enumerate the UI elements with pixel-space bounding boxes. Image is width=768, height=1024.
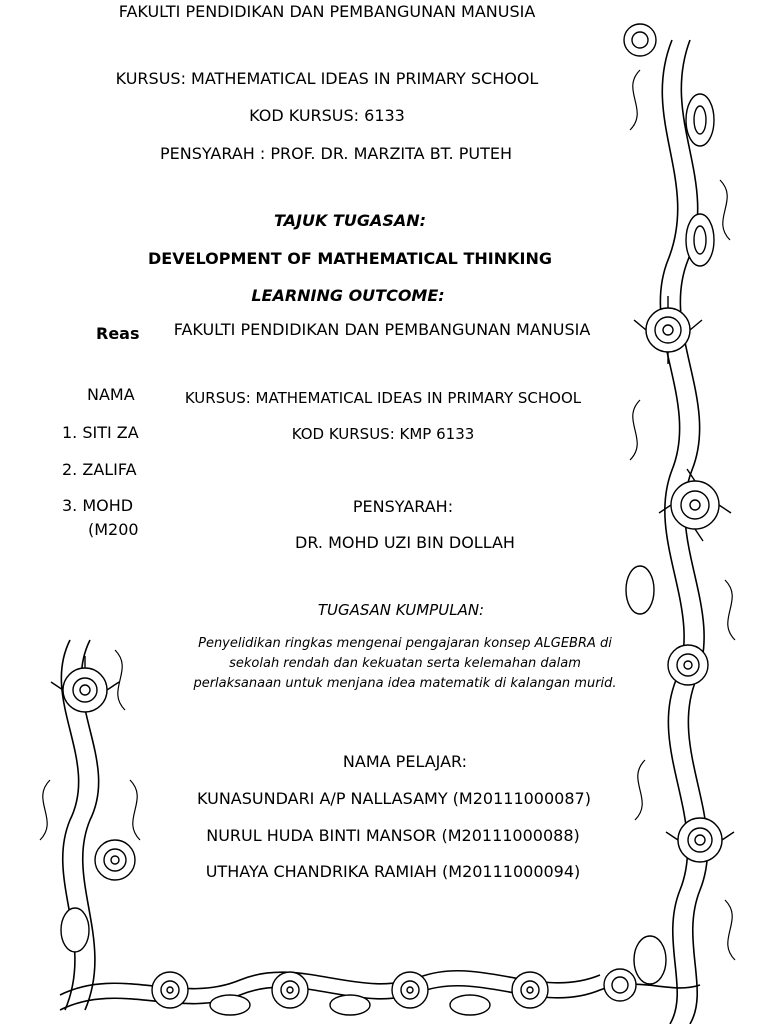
front-course-code: KOD KURSUS: KMP 6133	[291, 425, 475, 443]
back-course-name: KURSUS: MATHEMATICAL IDEAS IN PRIMARY SCHOOL	[115, 69, 539, 88]
back-learning-outcome-label: LEARNING OUTCOME:	[251, 286, 445, 305]
front-faculty-title: FAKULTI PENDIDIKAN DAN PEMBANGUNAN MANUSIA	[173, 320, 591, 339]
front-student-2: NURUL HUDA BINTI MANSOR (M20111000088)	[206, 826, 580, 845]
front-lecturer-name: DR. MOHD UZI BIN DOLLAH	[295, 533, 515, 552]
back-assignment-title: DEVELOPMENT OF MATHEMATICAL THINKING	[148, 249, 552, 268]
front-page-cover	[144, 310, 624, 630]
back-faculty-title: FAKULTI PENDIDIKAN DAN PEMBANGUNAN MANUSIA	[118, 2, 536, 21]
back-student-2-fragment: 2. ZALIFA	[62, 460, 137, 479]
back-student-3-id-fragment: (M200	[88, 520, 139, 539]
back-course-code: KOD KURSUS: 6133	[249, 106, 405, 125]
front-assignment-label: TUGASAN KUMPULAN:	[317, 601, 485, 619]
back-student-3-fragment: 3. MOHD	[62, 496, 134, 515]
back-lecturer: PENSYARAH : PROF. DR. MARZITA BT. PUTEH	[160, 144, 512, 163]
front-assignment-description: Penyelidikan ringkas mengenai pengajaran konsep ALGEBRA di sekolah rendah dan kekuatan serta kelemahan dalam perlaksanaan untuk menjana idea matematik di kalangan murid.	[193, 636, 617, 691]
front-lecturer-label: PENSYARAH:	[352, 497, 454, 516]
front-student-1: KUNASUNDARI A/P NALLASAMY (M20111000087)	[197, 789, 591, 808]
front-student-3: UTHAYA CHANDRIKA RAMIAH (M20111000094)	[205, 862, 581, 881]
back-assignment-title-label: TAJUK TUGASAN:	[273, 211, 427, 230]
back-fragment-reas: Reas	[96, 324, 140, 343]
front-students-label: NAMA PELAJAR:	[342, 752, 468, 771]
back-fragment-nama: NAMA	[87, 385, 135, 404]
back-student-1-fragment: 1. SITI ZA	[62, 423, 139, 442]
front-course-name: KURSUS: MATHEMATICAL IDEAS IN PRIMARY SCHOOL	[184, 389, 582, 407]
